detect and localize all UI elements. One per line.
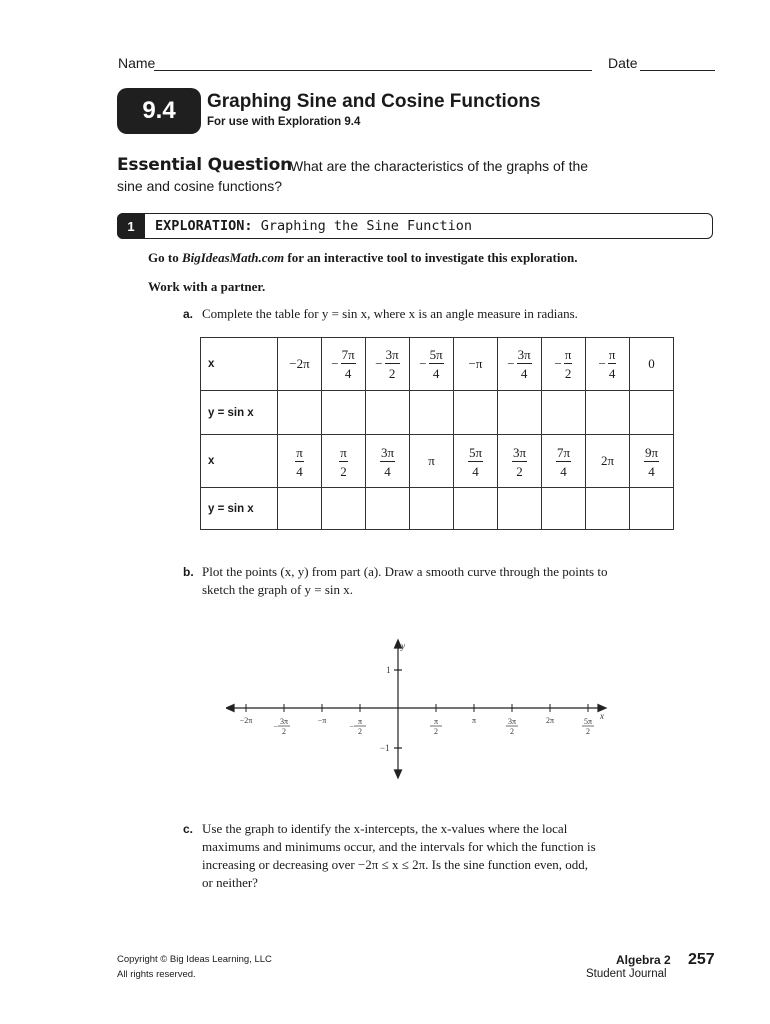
y-answer-cell[interactable]: [366, 488, 410, 530]
table-x-label: x: [201, 435, 278, 488]
table-x-label: x: [201, 338, 278, 391]
x-value-cell: [410, 338, 454, 391]
y-answer-cell[interactable]: [630, 391, 674, 435]
footer-journal: Student Journal: [586, 968, 667, 980]
exploration-title-text: Graphing the Sine Function: [260, 218, 473, 234]
math-value: − $\frac{7\pi}{4}$: [331, 347, 355, 381]
x-tick-label-num: π: [433, 717, 439, 726]
math-value: − $\frac{\pi}{4}$: [598, 347, 616, 381]
coordinate-grid[interactable]: [226, 638, 616, 780]
table-row-y2: [201, 488, 674, 530]
math-value: − $\frac{\pi}{2}$: [554, 347, 572, 381]
y-answer-cell[interactable]: [322, 488, 366, 530]
footer-rights: All rights reserved.: [117, 969, 196, 980]
x-tick-label: −2π: [239, 716, 253, 725]
y-answer-cell[interactable]: [542, 488, 586, 530]
x-tick-label-den: 2: [434, 727, 438, 736]
x-tick-label-den: 2: [282, 727, 286, 736]
math-value: −π: [468, 356, 483, 371]
x-value-cell: [322, 338, 366, 391]
footer-copyright: Copyright © Big Ideas Learning, LLC: [117, 954, 272, 965]
date-label: Date: [608, 55, 638, 71]
go-to-prefix: Go to: [148, 250, 182, 265]
section-number-badge: 9.4: [117, 88, 201, 134]
part-b-line2: sketch the graph of y = sin x.: [202, 582, 354, 597]
y-answer-cell[interactable]: [454, 488, 498, 530]
x-axis-label: x: [600, 711, 604, 721]
part-c-line2: maximums and minimums occur, and the intervals for which the function is: [202, 839, 596, 854]
math-value: $\frac{3\pi}{4}$: [380, 445, 395, 479]
essential-question-label: Essential Question: [117, 155, 292, 175]
y-answer-cell[interactable]: [366, 391, 410, 435]
go-to-site-link[interactable]: BigIdeasMath.com: [181, 250, 285, 265]
y-answer-cell[interactable]: [498, 488, 542, 530]
x-tick-label-num: 3π: [507, 717, 517, 726]
table-row-x2: [201, 435, 674, 488]
x-value-cell: [586, 338, 630, 391]
x-value-cell: [278, 435, 322, 488]
math-value: 2π: [600, 453, 615, 468]
go-to-instruction: [148, 250, 577, 266]
y-answer-cell[interactable]: [278, 488, 322, 530]
x-value-cell: [454, 338, 498, 391]
y-answer-cell[interactable]: [410, 391, 454, 435]
name-field[interactable]: [154, 70, 592, 71]
part-c-line3: increasing or decreasing over −2π ≤ x ≤ 2π. Is the sine function even, odd,: [202, 857, 588, 872]
math-value: $\frac{9\pi}{4}$: [644, 445, 659, 479]
y-answer-cell[interactable]: [586, 488, 630, 530]
exploration-number-badge: 1: [117, 213, 145, 239]
part-b-line1: Plot the points (x, y) from part (a). Draw a smooth curve through the points to: [202, 564, 608, 579]
x-tick-label: 2π: [545, 716, 555, 725]
footer-book-title: Algebra 2: [616, 953, 671, 967]
essential-question-line1: What are the characteristics of the graphs of the: [290, 158, 589, 174]
x-tick-label: π: [471, 716, 477, 725]
go-to-suffix: for an interactive tool to investigate this exploration.: [284, 250, 578, 265]
name-label: Name: [118, 55, 156, 71]
math-value: − $\frac{3\pi}{2}$: [375, 347, 399, 381]
table-row-y1: [201, 391, 674, 435]
sine-table: [200, 337, 674, 530]
y-answer-cell[interactable]: [410, 488, 454, 530]
x-tick-label-num: 3π: [279, 717, 289, 726]
y-answer-cell[interactable]: [454, 391, 498, 435]
x-tick-label-den: 2: [358, 727, 362, 736]
y-answer-cell[interactable]: [542, 391, 586, 435]
exploration-label: EXPLORATION:: [155, 218, 253, 234]
math-value: − $\frac{5\pi}{4}$: [419, 347, 443, 381]
section-title: Graphing Sine and Cosine Functions: [207, 91, 541, 112]
x-value-cell: [278, 338, 322, 391]
x-tick-label-num: π: [357, 717, 363, 726]
y-tick-label-bottom: −1: [380, 743, 390, 753]
section-subtitle: For use with Exploration 9.4: [207, 116, 361, 128]
x-value-cell: [498, 435, 542, 488]
x-axis-left-arrow: [226, 705, 234, 712]
math-value: −2π: [289, 356, 310, 371]
math-value: $\frac{7\pi}{4}$: [556, 445, 571, 479]
x-value-cell: [454, 435, 498, 488]
essential-question-line2: sine and cosine functions?: [117, 178, 282, 194]
y-answer-cell[interactable]: [630, 488, 674, 530]
part-c-line4: or neither?: [202, 875, 258, 890]
partner-instruction: Work with a partner.: [148, 279, 266, 294]
y-axis-label: y: [401, 641, 405, 651]
math-value: 0: [648, 356, 655, 371]
table-y-label: y = sin x: [201, 391, 278, 435]
y-answer-cell[interactable]: [278, 391, 322, 435]
table-y-label: y = sin x: [201, 488, 278, 530]
x-value-cell: [586, 435, 630, 488]
x-tick-label-neg: −: [349, 722, 354, 731]
x-value-cell: [542, 338, 586, 391]
x-tick-label-den: 2: [586, 727, 590, 736]
x-value-cell: [410, 435, 454, 488]
x-tick-label-den: 2: [510, 727, 514, 736]
date-field[interactable]: [640, 70, 715, 71]
part-c-letter: c.: [183, 822, 194, 836]
y-answer-cell[interactable]: [322, 391, 366, 435]
math-value: $\frac{\pi}{2}$: [340, 445, 347, 479]
math-value: − $\frac{3\pi}{4}$: [507, 347, 531, 381]
x-value-cell: [366, 435, 410, 488]
math-value: π: [428, 453, 435, 468]
part-b-letter: b.: [183, 565, 194, 579]
x-value-cell: [630, 338, 674, 391]
math-value: $\frac{5\pi}{4}$: [468, 445, 483, 479]
x-value-cell: [322, 435, 366, 488]
y-answer-cell[interactable]: [498, 391, 542, 435]
x-value-cell: [542, 435, 586, 488]
part-a-letter: a.: [183, 307, 194, 321]
math-value: $\frac{3\pi}{2}$: [512, 445, 527, 479]
x-value-cell: [498, 338, 542, 391]
y-tick-label-top: 1: [386, 665, 391, 675]
y-axis-down-arrow: [395, 770, 402, 778]
table-row-x1: [201, 338, 674, 391]
math-value: $\frac{\pi}{4}$: [296, 445, 303, 479]
part-c-line1: Use the graph to identify the x-intercepts, the x-values where the local: [202, 821, 568, 836]
x-tick-label-neg: −: [273, 722, 278, 731]
x-value-cell: [366, 338, 410, 391]
y-answer-cell[interactable]: [586, 391, 630, 435]
x-tick-label-num: 5π: [583, 717, 593, 726]
x-value-cell: [630, 435, 674, 488]
page-number: 257: [688, 951, 715, 968]
part-a-text: Complete the table for y = sin x, where x is an angle measure in radians.: [202, 306, 578, 321]
x-tick-label: −π: [317, 716, 327, 725]
exploration-title: [155, 218, 472, 234]
